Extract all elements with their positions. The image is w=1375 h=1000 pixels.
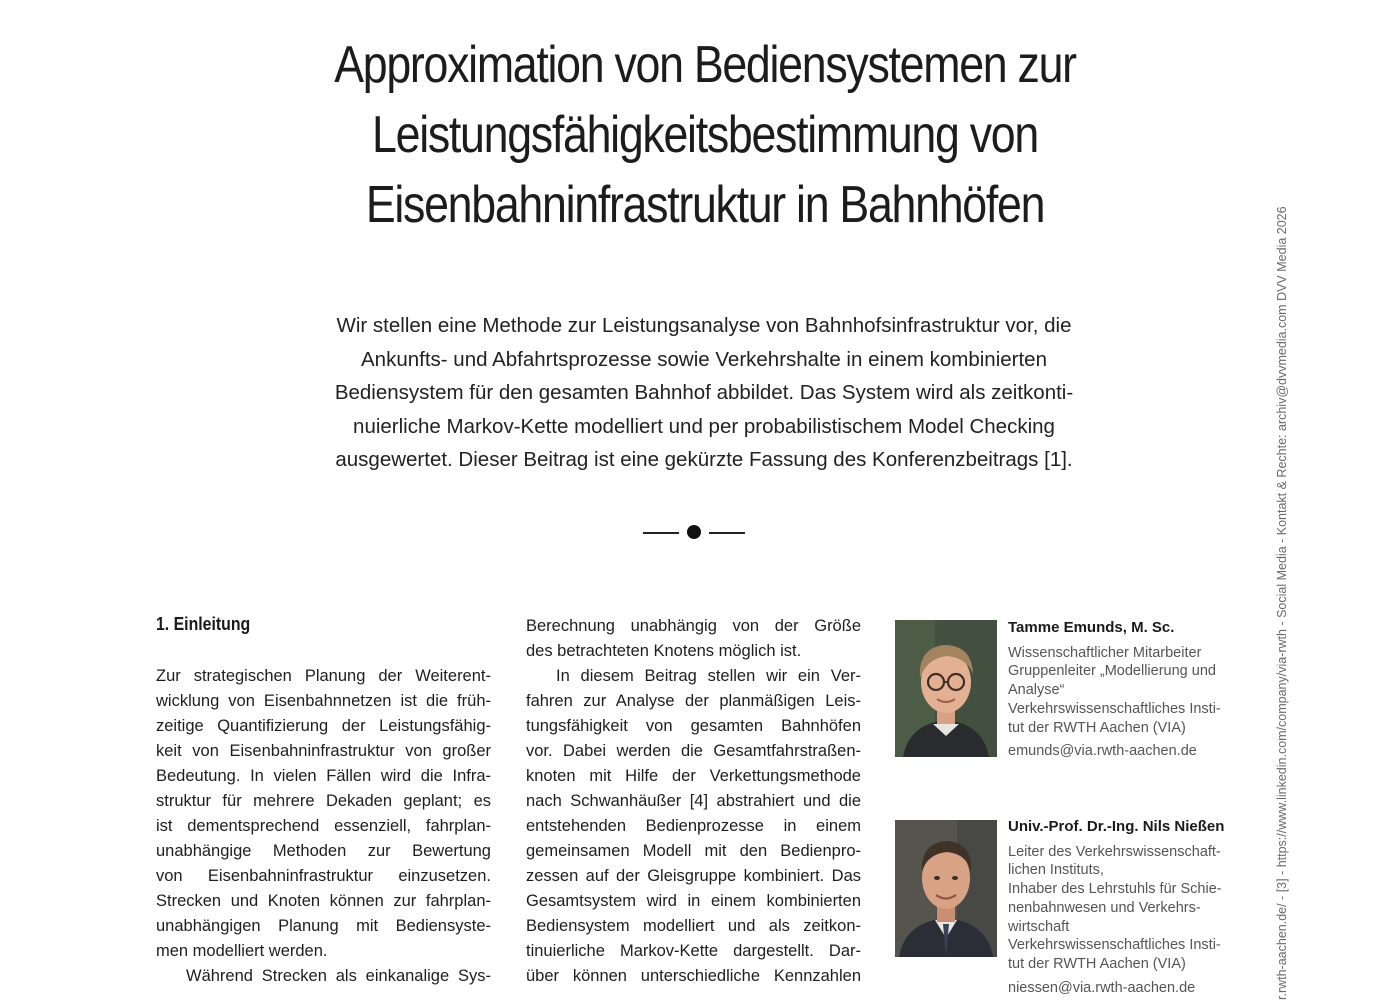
author-card-niessen — [1008, 818, 1248, 997]
divider-line-right — [709, 532, 745, 534]
text-line: Zur strategischen Planung der Weiterent- — [156, 667, 491, 685]
abstract-line: Ankunfts- und Abfahrtsprozesse sowie Verkehrshalte in einem kombinierten — [361, 347, 1047, 371]
author-affiliation-line: lichen Instituts, — [1008, 862, 1104, 879]
abstract-line: nuierliche Markov-Kette modelliert und per probabilistischem Model Checking — [353, 414, 1055, 438]
abstract-line: Wir stellen eine Methode zur Leistungsanalyse von Bahnhofsinfrastruktur vor, die — [336, 314, 1072, 337]
author-name: Univ.-Prof. Dr.-Ing. Nils Nießen — [1008, 818, 1225, 835]
text-line: gemeinsamen Modell mit den Bedienpro- — [526, 842, 861, 860]
text-line: fahren zur Analyse der planmäßigen Leis- — [526, 692, 861, 710]
text-line: über können unterschiedliche Kennzahlen — [526, 967, 861, 985]
author-affiliation-line: Leiter des Verkehrswissenschaft- — [1008, 843, 1221, 860]
text-line: nach Schwanhäußer [4] abstrahiert und die — [526, 792, 861, 810]
vertical-source-note: r.rwth-aachen.de/ - [3] - https://www.linkedin.com/company/via-rwth - Social Media - Kontakt & Rechte: archiv@dvvmedia.com DVV Media 2026 — [1275, 206, 1289, 1000]
text-line: Berechnung unabhängig von der Größe — [526, 617, 861, 635]
author-affiliation-line: wirtschaft — [1008, 918, 1070, 935]
text-line: des betrachteten Knotens möglich ist. — [526, 642, 802, 660]
author-photo-emunds — [895, 620, 997, 757]
section-divider — [643, 522, 745, 542]
divider-dot — [687, 525, 701, 539]
author-affiliation-line: Verkehrswissenschaftliches Insti- — [1008, 937, 1221, 954]
author-card-emunds — [1008, 619, 1248, 761]
text-line: Gesamtsystem wird in einem kombinierten — [526, 892, 861, 910]
text-line: In diesem Beitrag stellen wir ein Ver- — [556, 667, 861, 685]
title-line: Leistungsfähigkeitsbestimmung von — [372, 106, 1038, 164]
author-affiliation-line: tut der RWTH Aachen (VIA) — [1008, 719, 1186, 736]
author-photo-niessen — [895, 820, 997, 957]
title-line: Approximation von Bediensystemen zur — [334, 36, 1076, 94]
text-line: keit von Eisenbahninfrastruktur von großer — [156, 742, 491, 760]
text-column-1 — [156, 664, 491, 989]
text-line: zeitige Quantifizierung der Leistungsfähig- — [156, 717, 491, 735]
text-line: Bediensystem modelliert und als zeitkon- — [526, 917, 861, 935]
text-line: Während Strecken als einkanalige Sys- — [186, 967, 491, 985]
text-line: wicklung von Eisenbahnnetzen ist die früh- — [156, 692, 491, 710]
author-email[interactable]: emunds@via.rwth-aachen.de — [1008, 743, 1197, 760]
author-affiliation-line: Inhaber des Lehrstuhls für Schie- — [1008, 881, 1222, 898]
text-line: unabhängige Methoden zur Bewertung — [156, 842, 491, 860]
text-line: tinuierliche Markov-Kette dargestellt. Dar- — [526, 942, 861, 960]
author-affiliation-line: Wissenschaftlicher Mitarbeiter — [1008, 644, 1202, 661]
author-affiliation-line: Analyse“ — [1008, 682, 1065, 699]
author-affiliation-line: Gruppenleiter „Modellierung und — [1008, 663, 1216, 680]
text-line: Strecken und Knoten können zur fahrplan- — [156, 892, 491, 910]
author-affiliation-line: tut der RWTH Aachen (VIA) — [1008, 955, 1186, 972]
article-title — [254, 30, 1157, 240]
text-line: ist dementsprechend essenziell, fahrplan- — [156, 817, 491, 835]
divider-line-left — [643, 532, 679, 534]
author-affiliation-line: nenbahnwesen und Verkehrs- — [1008, 899, 1201, 916]
text-line: Bedeutung. In vielen Fällen wird die Infra- — [156, 767, 491, 785]
abstract-line: ausgewertet. Dieser Beitrag ist eine gekürzte Fassung des Konferenzbeitrags [1]. — [335, 448, 1073, 471]
text-line: vor. Dabei werden die Gesamtfahrstraßen- — [526, 742, 861, 760]
text-line: knoten mit Hilfe der Verkettungsmethode — [526, 767, 861, 785]
abstract-line: Bediensystem für den gesamten Bahnhof abbildet. Das System wird als zeitkonti- — [334, 381, 1074, 404]
text-line: zessen auf der Gleisgruppe kombiniert. Das — [526, 867, 861, 885]
section-heading: 1. Einleitung — [156, 614, 251, 634]
portrait-niessen-image — [895, 820, 997, 957]
text-line: men modelliert werden. — [156, 942, 328, 960]
text-line: unabhängigen Planung mit Bediensyste- — [156, 917, 491, 935]
text-column-2 — [526, 614, 861, 989]
author-affiliation-line: Verkehrswissenschaftliches Insti- — [1008, 700, 1221, 717]
author-name: Tamme Emunds, M. Sc. — [1008, 619, 1175, 636]
portrait-emunds-image — [895, 620, 997, 757]
text-line: von Eisenbahninfrastruktur einzusetzen. — [156, 867, 491, 885]
text-line: tungsfähigkeit von gesamten Bahnhöfen — [526, 717, 861, 735]
author-email[interactable]: niessen@via.rwth-aachen.de — [1008, 979, 1196, 996]
title-line: Eisenbahninfrastruktur in Bahnhöfen — [365, 176, 1045, 234]
text-line: entstehenden Bedienprozesse in einem — [526, 817, 861, 835]
abstract — [300, 309, 1108, 477]
text-line: struktur für mehrere Dekaden geplant; es — [156, 792, 491, 810]
